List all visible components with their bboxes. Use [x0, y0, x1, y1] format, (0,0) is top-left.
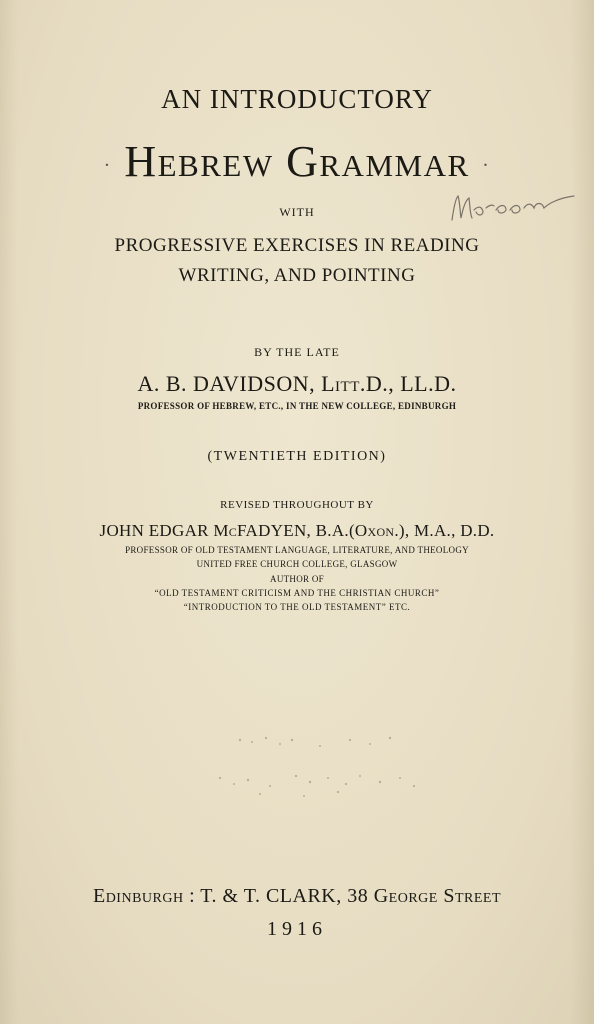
author-role: PROFESSOR OF HEBREW, ETC., IN THE NEW COLLEGE, EDINBURGH — [137, 401, 457, 411]
revised-by-label: REVISED THROUGHOUT BY — [220, 499, 374, 511]
bleed-through-specks — [200, 728, 430, 808]
reviser-college: UNITED FREE CHURCH COLLEGE, GLASGOW — [196, 559, 398, 569]
other-work-1: “OLD TESTAMENT CRITICISM AND THE CHRISTIAN CHURCH” — [154, 588, 440, 598]
title-line-1: AN INTRODUCTORY — [161, 84, 433, 114]
by-the-late-label: BY THE LATE — [254, 345, 340, 359]
right-ornament-dot: · — [482, 154, 491, 177]
reviser-name: JOHN EDGAR McFADYEN, B.A.(Oxon.), M.A., D.D. — [99, 521, 495, 540]
with-label: WITH — [279, 205, 315, 219]
author-name: A. B. DAVIDSON, Litt.D., LL.D. — [137, 371, 457, 396]
subtitle-line-2: WRITING, AND POINTING — [178, 265, 416, 286]
left-ornament-dot: · — [103, 154, 112, 177]
publisher-line: Edinburgh : T. & T. CLARK, 38 George Street — [92, 885, 502, 907]
other-work-2: “INTRODUCTION TO THE OLD TESTAMENT” ETC. — [183, 602, 411, 612]
subtitle-line-1: PROGRESSIVE EXERCISES IN READING — [114, 235, 480, 256]
publication-year: 1916 — [267, 918, 327, 940]
edition-label: (TWENTIETH EDITION) — [207, 449, 387, 464]
main-title — [0, 136, 594, 187]
main-title-text: Hebrew Grammar — [124, 137, 470, 186]
author-of-label: AUTHOR OF — [270, 574, 324, 584]
reviser-role: PROFESSOR OF OLD TESTAMENT LANGUAGE, LITERATURE, AND THEOLOGY — [125, 545, 469, 555]
